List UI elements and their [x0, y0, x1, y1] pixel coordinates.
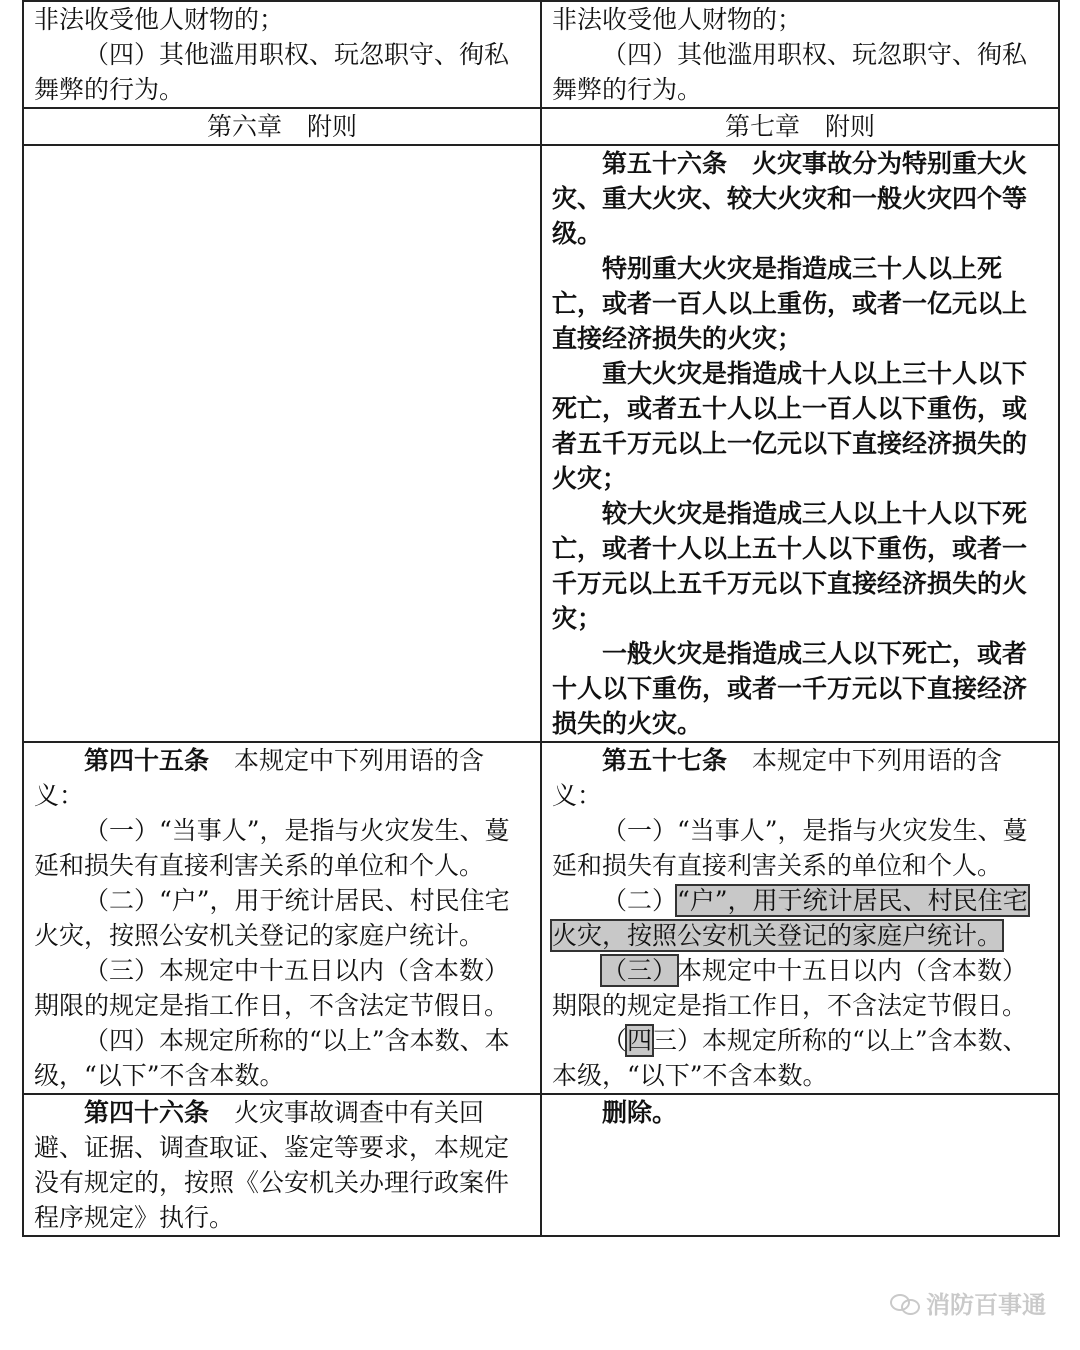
chapter-row — [23, 108, 1059, 145]
table-row — [23, 1094, 1059, 1236]
left-cell — [23, 742, 541, 1094]
highlighted-deletion: “户”，用于统计居民、村民住宅火灾，按照公安机关登记的家庭户统计。 — [552, 886, 1028, 950]
highlighted-deletion: 四 — [627, 1026, 653, 1055]
article-number: 第四十五条 — [84, 746, 210, 775]
paragraph: （二）“户”，用于统计居民、村民住宅火灾，按照公安机关登记的家庭户统计。 — [34, 886, 510, 950]
article-56: 第五十六条 火灾事故分为特别重大火灾、重大火灾、较大火灾和一般火灾四个等级。 — [552, 149, 1028, 248]
chapter-heading-old: 第六章 附则 — [23, 108, 541, 145]
left-cell — [23, 1, 541, 108]
paragraph: （一）“当事人”，是指与火灾发生、蔓延和损失有直接利害关系的单位和个人。 — [552, 816, 1028, 880]
left-cell-empty — [23, 145, 541, 742]
item-prefix: （二） — [602, 886, 678, 915]
article-number: 第五十七条 — [602, 746, 728, 775]
item-prefix: （ — [602, 1026, 628, 1055]
paragraph: （一）“当事人”，是指与火灾发生、蔓延和损失有直接利害关系的单位和个人。 — [34, 816, 510, 880]
table-row — [23, 742, 1059, 1094]
right-cell — [541, 145, 1059, 742]
deleted-note: 删除。 — [602, 1098, 678, 1127]
paragraph — [552, 883, 1048, 953]
paragraph: 非法收受他人财物的； — [34, 5, 285, 34]
paragraph: 非法收受他人财物的； — [552, 5, 803, 34]
article-text: 本规定中下列用语的含义： — [552, 746, 1003, 810]
chapter-heading-new: 第七章 附则 — [541, 108, 1059, 145]
watermark — [890, 1285, 1046, 1320]
paragraph — [552, 743, 1048, 813]
article-text: 火灾事故调查中有关回避、证据、调查取证、鉴定等要求，本规定没有规定的，按照《公安机关办理行政案件程序规定》执行。 — [34, 1098, 510, 1232]
comparison-table — [22, 0, 1060, 1237]
article-text: 本规定中下列用语的含义： — [34, 746, 485, 810]
paragraph: （四）其他滥用职权、玩忽职守、徇私舞弊的行为。 — [552, 40, 1028, 104]
paragraph: 一般火灾是指造成三人以下死亡，或者十人以下重伤，或者一千万元以下直接经济损失的火灾。 — [552, 639, 1028, 738]
wechat-icon — [890, 1292, 920, 1314]
paragraph — [552, 1023, 1048, 1093]
paragraph — [34, 743, 530, 813]
paragraph: 特别重大火灾是指造成三十人以上死亡，或者一百人以上重伤，或者一亿元以上直接经济损失的火灾； — [552, 254, 1028, 353]
right-cell — [541, 1094, 1059, 1236]
right-cell — [541, 742, 1059, 1094]
highlighted-deletion: （三） — [602, 956, 678, 985]
paragraph — [552, 953, 1048, 1023]
right-cell — [541, 1, 1059, 108]
paragraph: （四）本规定所称的“以上”含本数、本级，“以下”不含本数。 — [34, 1026, 510, 1090]
paragraph: （三）本规定中十五日以内（含本数）期限的规定是指工作日，不含法定节假日。 — [34, 956, 510, 1020]
paragraph: 较大火灾是指造成三人以上十人以下死亡，或者十人以上五十人以下重伤，或者一千万元以上五千万元以下直接经济损失的火灾； — [552, 499, 1028, 633]
table-row — [23, 1, 1059, 108]
item-text: 三）本规定所称的“以上”含本数、本级，“以下”不含本数。 — [552, 1026, 1028, 1090]
paragraph: 重大火灾是指造成十人以上三十人以下死亡，或者五十人以上一百人以下重伤，或者五千万元以上一亿元以下直接经济损失的火灾； — [552, 359, 1028, 493]
watermark-text: 消防百事通 — [926, 1291, 1046, 1319]
article-number: 第四十六条 — [84, 1098, 210, 1127]
table-row — [23, 145, 1059, 742]
paragraph: （四）其他滥用职权、玩忽职守、徇私舞弊的行为。 — [34, 40, 510, 104]
left-cell — [23, 1094, 541, 1236]
item-text: 本规定中十五日以内（含本数）期限的规定是指工作日，不含法定节假日。 — [552, 956, 1028, 1020]
paragraph — [34, 1095, 530, 1235]
